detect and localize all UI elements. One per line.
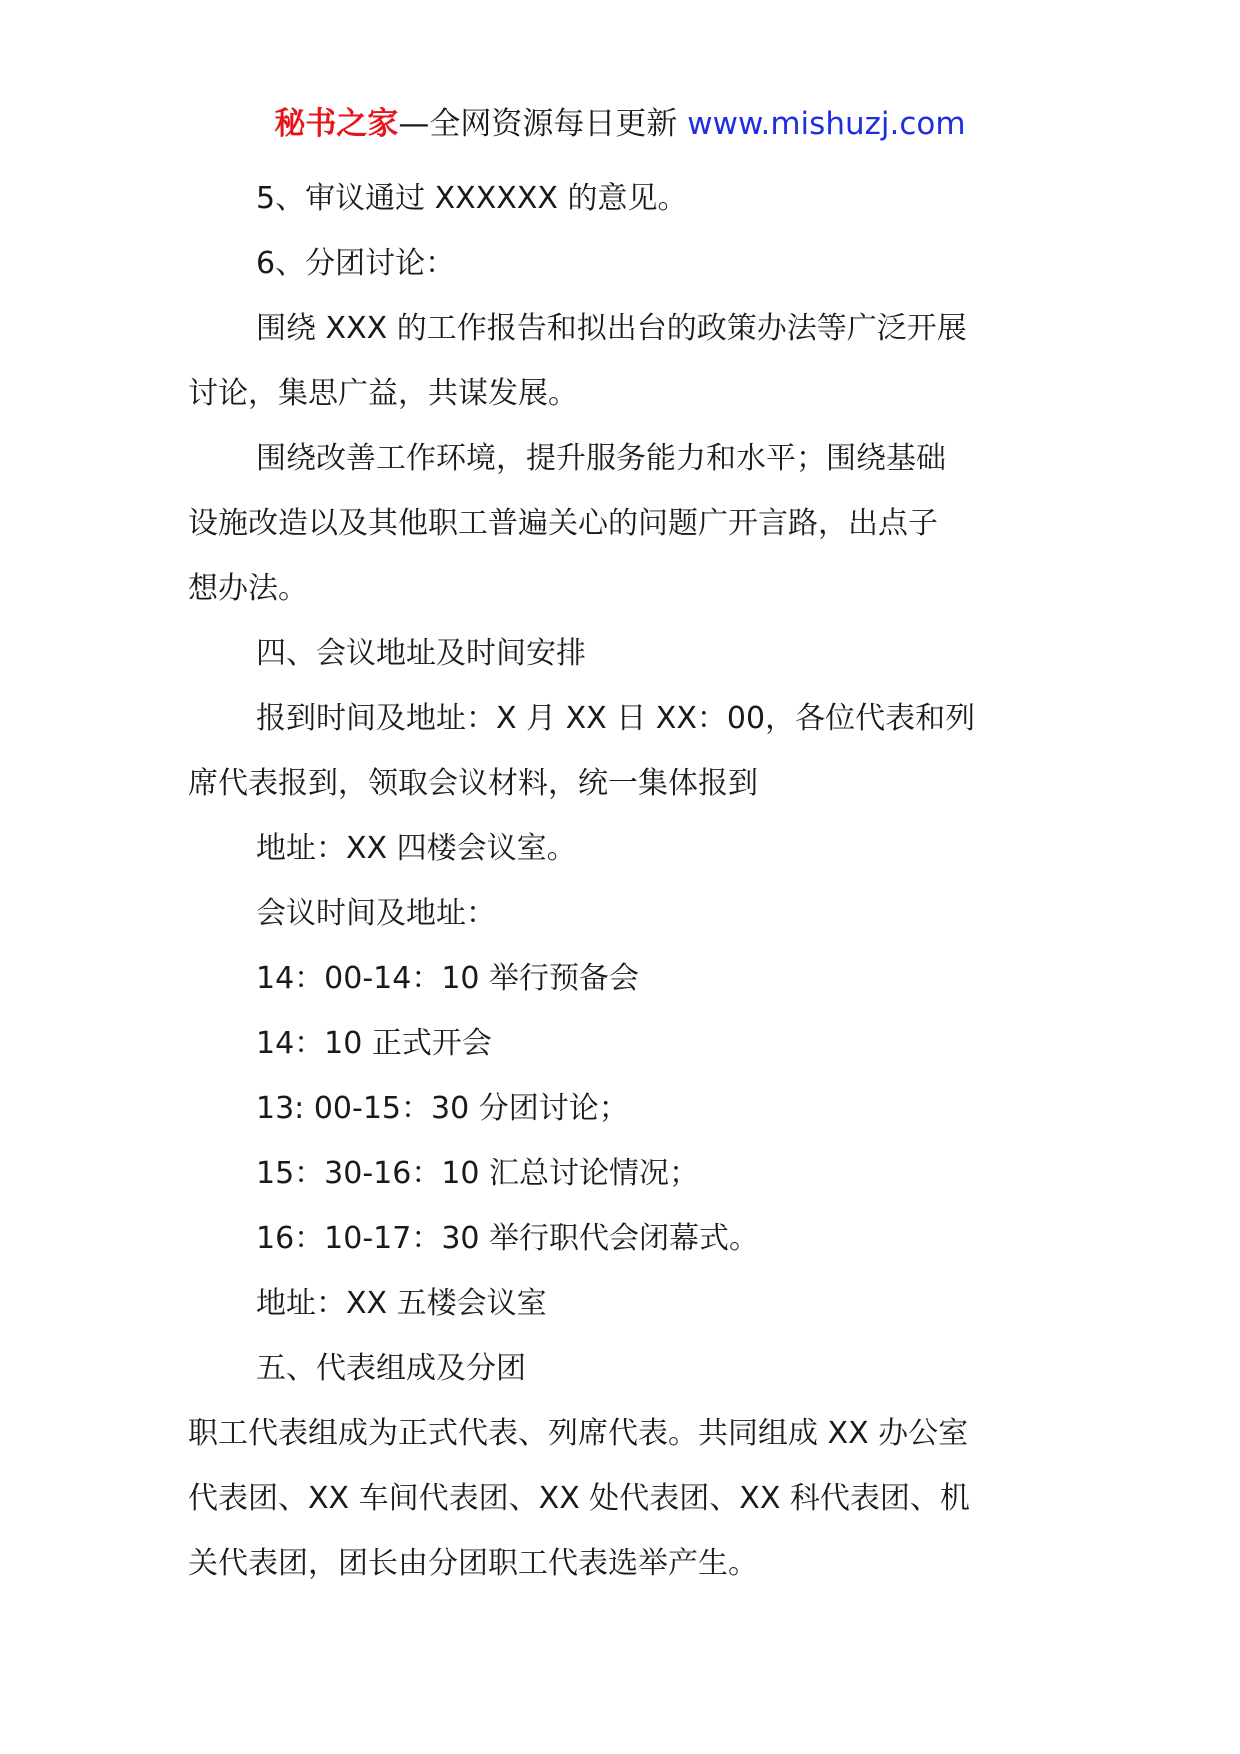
document-body (188, 166, 1058, 1596)
discussion-paragraph-2-line-3: 想办法。 (188, 571, 308, 606)
discussion-paragraph-1-line-2: 讨论，集思广益，共谋发展。 (188, 376, 578, 411)
delegation-paragraph-line-3: 关代表团，团长由分团职工代表选举产生。 (188, 1546, 758, 1581)
schedule-item: 15：30-16：10 汇总讨论情况； (256, 1156, 700, 1191)
schedule-item: 14：00-14：10 举行预备会 (256, 961, 640, 996)
site-brand: 秘书之家 (274, 106, 399, 142)
schedule-item: 16：10-17：30 举行职代会闭幕式。 (256, 1221, 760, 1256)
delegation-paragraph-line-2: 代表团、XX 车间代表团、XX 处代表团、XX 科代表团、机 (188, 1481, 970, 1516)
section-4-heading: 四、会议地址及时间安排 (256, 636, 586, 671)
meeting-address: 地址：XX 五楼会议室 (256, 1286, 547, 1321)
registration-address: 地址：XX 四楼会议室。 (256, 831, 577, 866)
page-header (0, 100, 1240, 148)
item-5-line: 5、审议通过 XXXXXX 的意见。 (256, 181, 688, 216)
registration-line-1: 报到时间及地址：X 月 XX 日 XX：00，各位代表和列 (256, 701, 976, 736)
meeting-time-heading: 会议时间及地址： (256, 896, 496, 931)
site-url-link[interactable]: www.mishuzj.com (687, 106, 966, 142)
section-5-heading: 五、代表组成及分团 (256, 1351, 526, 1386)
schedule-item: 13: 00-15：30 分团讨论； (256, 1091, 629, 1126)
discussion-paragraph-2-line-1: 围绕改善工作环境，提升服务能力和水平；围绕基础 (256, 441, 946, 476)
discussion-paragraph-2-line-2: 设施改造以及其他职工普遍关心的问题广开言路，出点子 (188, 506, 938, 541)
discussion-paragraph-1-line-1: 围绕 XXX 的工作报告和拟出台的政策办法等广泛开展 (256, 311, 967, 346)
item-6-heading: 6、分团讨论： (256, 246, 456, 281)
site-tagline: —全网资源每日更新 (398, 106, 688, 142)
registration-line-2: 席代表报到，领取会议材料，统一集体报到 (188, 766, 758, 801)
delegation-paragraph-line-1: 职工代表组成为正式代表、列席代表。共同组成 XX 办公室 (188, 1416, 969, 1451)
schedule-item: 14：10 正式开会 (256, 1026, 492, 1061)
